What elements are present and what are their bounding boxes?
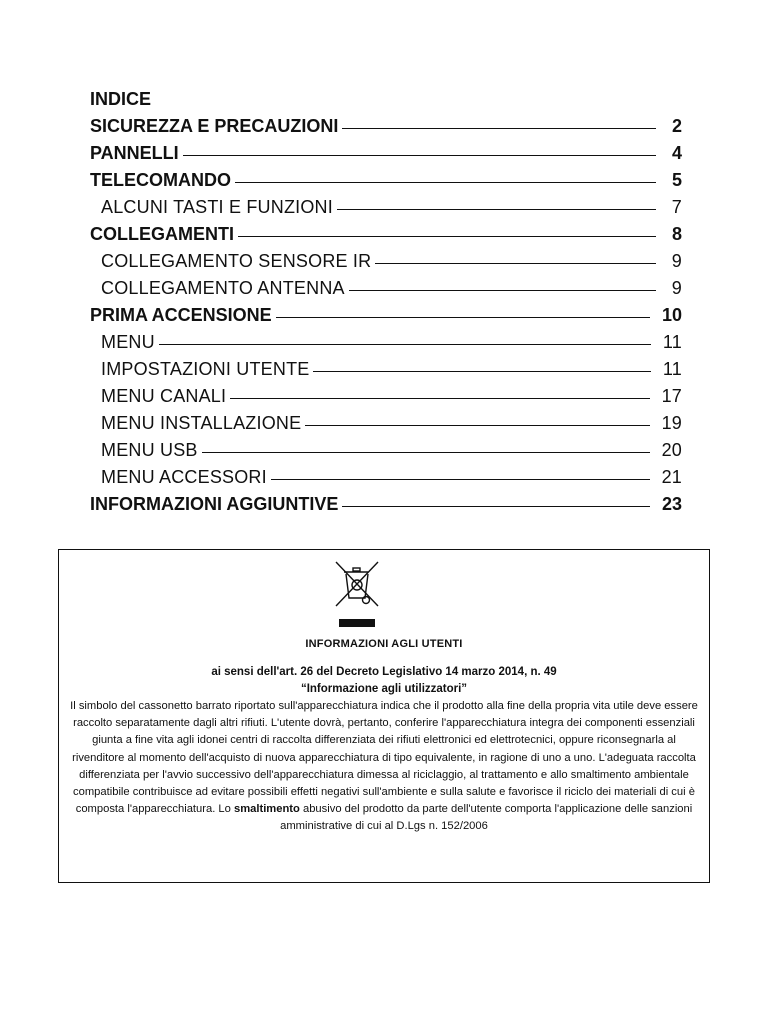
notice-body-paragraph-2: L'adeguata raccolta differenziata per l'avvio successivo dell'apparecchiatura dimessa al riciclaggio, al trattamento e allo smaltimento ambientale compatibile contribuisce ad evitare possibili effetti negativi sull'ambiente e sulla salute e favorisce il riciclo dei materiali di cui è composta l'apparecchiatura. Lo — [73, 751, 696, 816]
toc-leader — [342, 128, 656, 129]
toc-entry-page: 4 — [671, 143, 682, 163]
notice-subtitle-law: ai sensi dell'art. 26 del Decreto Legislativo 14 marzo 2014, n. 49 — [211, 666, 557, 678]
toc-entry-page: 19 — [661, 413, 682, 433]
toc-entry-label: TELECOMANDO — [90, 170, 231, 190]
toc-entry-page: 17 — [661, 386, 682, 406]
toc-entry-page: 7 — [671, 197, 682, 217]
toc-leader — [349, 290, 656, 291]
toc-entry-label: SICUREZZA E PRECAUZIONI — [90, 116, 339, 136]
toc-entry-page: 9 — [671, 278, 682, 298]
notice-body-bold-word: smaltimento — [233, 803, 300, 816]
toc-entry-page: 10 — [661, 305, 682, 325]
toc-entry-menu-canali[interactable] — [90, 383, 682, 410]
toc-entry-menu[interactable] — [90, 329, 682, 356]
toc-entry-page: 23 — [661, 494, 682, 514]
toc-entry-prima-accensione[interactable] — [90, 302, 682, 329]
toc-entry-label: IMPOSTAZIONI UTENTE — [101, 359, 310, 379]
notice-body — [70, 698, 698, 836]
toc-entry-antenna[interactable] — [90, 275, 682, 302]
toc-leader — [313, 371, 650, 372]
toc-entry-alcuni-tasti[interactable] — [90, 194, 682, 221]
notice-title: INFORMAZIONI AGLI UTENTI — [305, 638, 463, 650]
notice-subtitle-heading: “Informazione agli utilizzatori” — [300, 683, 468, 695]
toc-entry-page: 9 — [671, 251, 682, 271]
toc-leader — [183, 155, 656, 156]
toc-entry-page: 11 — [662, 332, 682, 352]
toc-leader — [276, 317, 650, 318]
toc-leader — [342, 506, 650, 507]
toc-entry-impostazioni-utente[interactable] — [90, 356, 682, 383]
toc-entry-telecomando[interactable] — [90, 167, 682, 194]
toc-leader — [375, 263, 656, 264]
toc-entry-menu-accessori[interactable] — [90, 464, 682, 491]
toc-entry-informazioni-aggiuntive[interactable] — [90, 491, 682, 518]
toc-entry-page: 8 — [671, 224, 682, 244]
notice-body-paragraph-1: Il simbolo del cassonetto barrato riportato sull'apparecchiatura indica che il prodotto alla fine della propria vita utile deve essere raccolto separatamente dagli altri rifiuti. L'utente dovrà, pertanto, conferire l'apparecchiatura integra dei componenti essenziali giunta a fine vita agli idonei centri di raccolta differenziata dei rifiuti elettronici ed elettrotecnici, oppure riconsegnarla al rivenditore al momento dell'acquisto di nuova apparecchiatura di tipo equivalente, in ragione di uno a uno. — [70, 700, 698, 764]
toc-entry-label: MENU USB — [101, 440, 198, 460]
toc-entry-page: 5 — [671, 170, 682, 190]
toc-entry-label: MENU — [101, 332, 155, 352]
toc-entry-page: 11 — [662, 359, 682, 379]
toc-entry-label: MENU ACCESSORI — [101, 467, 267, 487]
toc-leader — [235, 182, 656, 183]
toc-entry-sicurezza[interactable] — [90, 113, 682, 140]
toc-entry-page: 20 — [661, 440, 682, 460]
notice-body-paragraph-3: abusivo del prodotto da parte dell'utente comporta l'applicazione delle sanzioni amministrative di cui al D.Lgs n. 152/2006 — [280, 803, 693, 833]
toc-entry-label: COLLEGAMENTO ANTENNA — [101, 278, 345, 298]
toc-entry-label: PRIMA ACCENSIONE — [90, 305, 272, 325]
toc-leader — [337, 209, 656, 210]
toc-entry-menu-usb[interactable] — [90, 437, 682, 464]
toc-entry-menu-installazione[interactable] — [90, 410, 682, 437]
toc-leader — [238, 236, 656, 237]
toc-leader — [305, 425, 649, 426]
crossed-out-wheeled-bin-icon — [332, 558, 382, 610]
toc-title: INDICE — [90, 89, 152, 109]
toc-entry-label: ALCUNI TASTI E FUNZIONI — [101, 197, 333, 217]
toc-entry-page: 2 — [671, 116, 682, 136]
toc-entry-label: COLLEGAMENTI — [90, 224, 234, 244]
table-of-contents — [90, 86, 682, 518]
toc-entry-label: COLLEGAMENTO SENSORE IR — [101, 251, 372, 271]
toc-entry-label: PANNELLI — [90, 143, 179, 163]
toc-entry-sensore-ir[interactable] — [90, 248, 682, 275]
toc-leader — [202, 452, 650, 453]
toc-entry-pannelli[interactable] — [90, 140, 682, 167]
toc-entry-collegamenti[interactable] — [90, 221, 682, 248]
toc-leader — [159, 344, 651, 345]
toc-leader — [271, 479, 650, 480]
toc-entry-label: MENU CANALI — [101, 386, 227, 406]
notice-subtitle — [58, 664, 710, 698]
toc-leader — [230, 398, 649, 399]
toc-entry-label: INFORMAZIONI AGGIUNTIVE — [90, 494, 339, 514]
toc-entry-label: MENU INSTALLAZIONE — [101, 413, 302, 433]
toc-entry-page: 21 — [661, 467, 682, 487]
weee-black-bar — [339, 619, 375, 627]
